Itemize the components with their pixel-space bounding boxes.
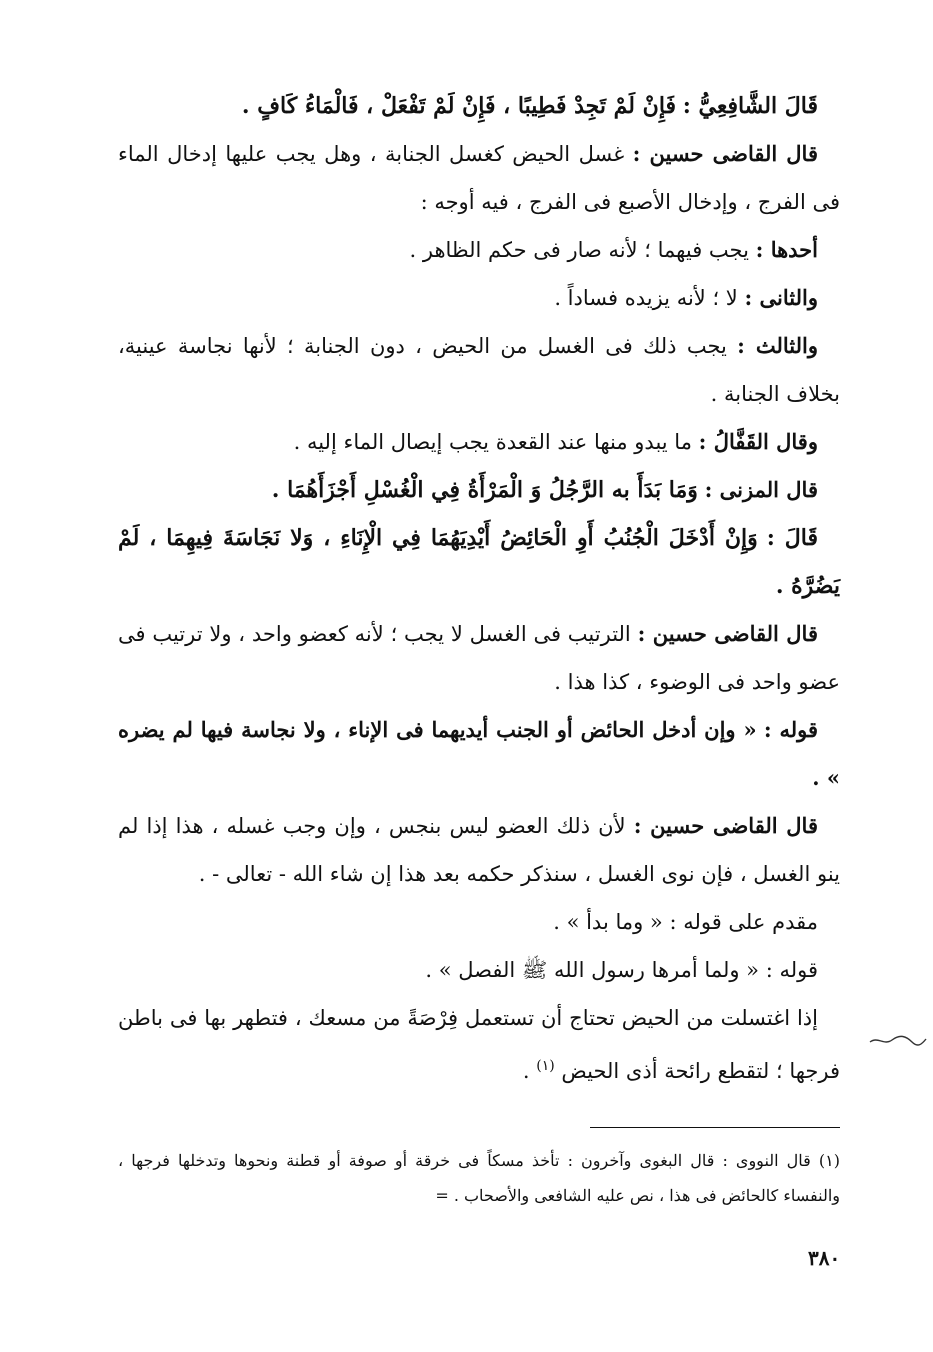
paragraph-14 [118,994,840,1095]
paragraph-3-lead: أحدها : [755,237,818,262]
main-text [118,82,840,1095]
paragraph-5-body: يجب ذلك فى الغسل من الحيض ، دون الجنابة ؛ لأنها نجاسة عينية، بخلاف الجنابة . [118,334,840,406]
paragraph-10-lead: قوله : [763,717,818,742]
paragraph-1 [118,82,840,130]
paragraph-12-body: مقدم على قوله : « وما بدأ » . [553,910,818,934]
paragraph-9 [118,610,840,706]
paragraph-7 [118,466,840,514]
paragraph-10 [118,706,840,802]
paragraph-11 [118,802,840,898]
paragraph-3-body: يجب فيهما ؛ لأنه صار فى حكم الظاهر . [409,238,749,262]
footnote-reference: (١) [536,1058,555,1074]
paragraph-11-body: لأن ذلك العضو ليس بنجس ، وإن وجب غسله ، هذا إذا لم ينو الغسل ، فإن نوى الغسل ، سنذكر حكمه بعد هذا إن شاء الله - تعالى - . [118,814,840,886]
paragraph-13 [118,946,840,994]
paragraph-14-body: إذا اغتسلت من الحيض تحتاج أن تستعمل فِرْصَةً من مسعك ، فتطهر بها فى باطن فرجها ؛ لتقطع رائحة أذى الحيض [118,1006,840,1083]
handwritten-margin-mark [868,1030,928,1050]
paragraph-4-body: لا ؛ لأنه يزيده فساداً . [554,286,738,310]
paragraph-7-lead: قال المزنى : [704,477,818,502]
paragraph-1-lead: قَالَ الشَّافِعِيُّ : [682,93,818,119]
paragraph-7-body: وَمَا بَدَأَ به الرَّجُلُ وَ الْمَرْأَةُ فِي الْغُسْلِ أَجْزَأَهُمَا . [271,477,698,503]
paragraph-1-body: فَإِنْ لَمْ تَجِدْ فَطِيبًا ، فَإِنْ لَمْ تَفْعَلْ ، فَالْمَاءُ كَافٍ . [241,93,677,119]
paragraph-14-tail: . [522,1059,530,1083]
paragraph-8 [118,514,840,610]
paragraph-2 [118,130,840,226]
paragraph-9-body: الترتيب فى الغسل لا يجب ؛ لأنه كعضو واحد ، ولا ترتيب فى عضو واحد فى الوضوء ، كذا هذا . [118,622,840,694]
paragraph-6 [118,418,840,466]
paragraph-8-lead: قَالَ : [766,525,819,551]
paragraph-11-lead: قال القاضى حسين : [633,813,818,838]
paragraph-4-lead: والثانى : [744,285,818,310]
paragraph-13-body: قوله : « ولما أمرها رسول الله ﷺ الفصل » . [425,958,818,982]
paragraph-4 [118,274,840,322]
paragraph-5-lead: والثالث : [737,333,818,358]
paragraph-12 [118,898,840,946]
paragraph-2-lead: قال القاضى حسين : [632,141,818,166]
footnote-divider [590,1127,840,1128]
paragraph-2-body: غسل الحيض كغسل الجنابة ، وهل يجب عليها إدخال الماء فى الفرج ، وإدخال الأصبع فى الفرج ، فيه أوجه : [118,142,840,214]
paragraph-6-body: ما يبدو منها عند القعدة يجب إيصال الماء إليه . [293,430,692,454]
paragraph-3 [118,226,840,274]
paragraph-10-body: « وإن أدخل الحائض أو الجنب أيديهما فى الإناء ، ولا نجاسة فيها لم يضره » . [118,717,840,790]
paragraph-6-lead: وقال القَفَّالُ : [698,429,818,454]
paragraph-5 [118,322,840,418]
footnote-text: (١) قال النووى : قال البغوى وآخرون : تأخذ مسكاً فى خرقة أو صوفة أو قطنة ونحوها وتدخلها فرجها ، والنفساء كالحائض فى هذا ، نص عليه الشافعى والأصحاب . = [118,1151,840,1205]
page-number: ٣٨٠ [808,1246,841,1270]
paragraph-9-lead: قال القاضى حسين : [637,621,818,646]
paragraph-8-body: وَإِنْ أَدْخَلَ الْجُنُبُ أَوِ الْحَائِضُ أَيْدِيَهُمَا فِي الْإِنَاءِ ، وَلا نَجَاسَةَ فِيهِمَا ، لَمْ يَضُرَّهُ . [118,525,840,599]
